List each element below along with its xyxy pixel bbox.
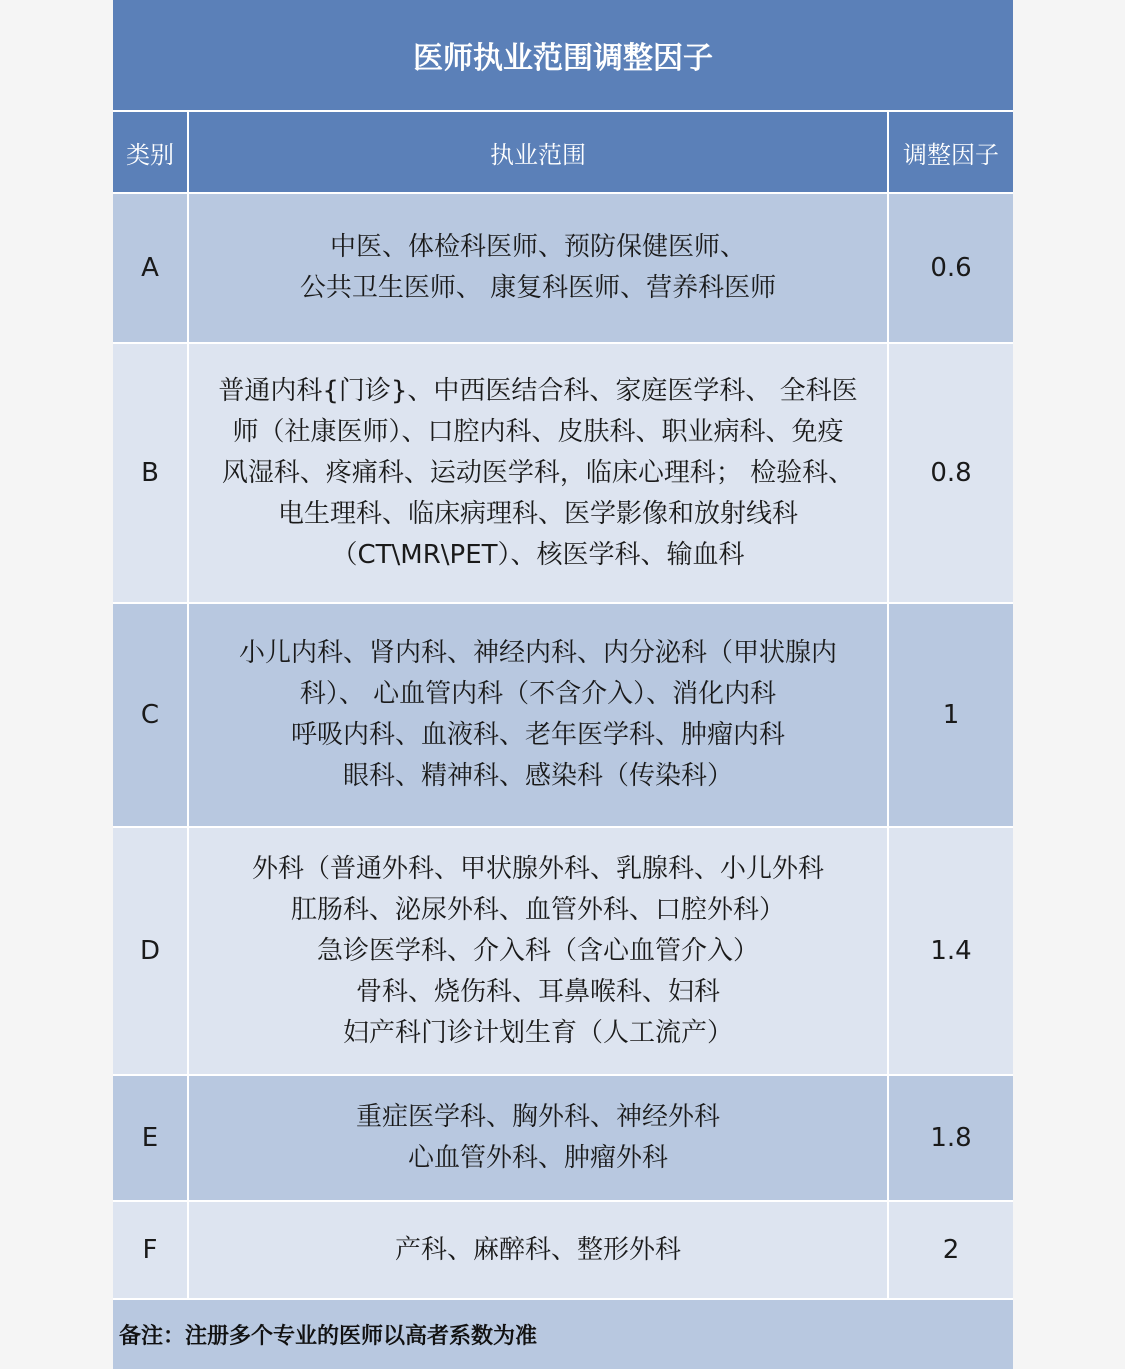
table-row (113, 827, 1013, 1075)
scope-line: 妇产科门诊计划生育（人工流产） (342, 1017, 733, 1048)
header-row (113, 112, 1013, 193)
scope-line: （CT\MR\PET）、核医学科、输血科 (331, 539, 745, 570)
scope-line: 外科（普通外科、甲状腺外科、乳腺科、小儿外科 (251, 853, 824, 884)
table-row (113, 1201, 1013, 1299)
table-row (113, 603, 1013, 827)
scope-line: 眼科、精神科、感染科（传染科） (342, 761, 733, 791)
scope-line: 风湿科、疼痛科、运动医学科，临床心理科； 检验科、 (221, 457, 855, 488)
factor-cell: 2 (888, 1201, 1013, 1299)
scope-cell (188, 343, 888, 603)
scope-line: 电生理科、临床病理科、医学影像和放射线科 (277, 498, 798, 529)
scope-line: 中医、体检科医师、预防保健医师、 (329, 232, 746, 262)
category-cell: D (113, 827, 188, 1075)
factor-cell: 0.8 (888, 343, 1013, 603)
category-cell: E (113, 1075, 188, 1201)
scope-line: 产科、麻醉科、整形外科 (394, 1234, 681, 1265)
scope-line: 科）、 心血管内科（不含介入）、消化内科 (299, 679, 777, 709)
scope-line: 小儿内科、肾内科、神经内科、内分泌科（甲状腺内 (238, 638, 837, 668)
category-cell: C (113, 603, 188, 827)
table-row (113, 1075, 1013, 1201)
table-note: 备注：注册多个专业的医师以高者系数为准 (113, 1300, 1013, 1369)
factor-table (113, 112, 1013, 1300)
category-cell: F (113, 1201, 188, 1299)
factor-cell: 1 (888, 603, 1013, 827)
scope-line: 肛肠科、泌尿外科、血管外科、口腔外科） (290, 894, 785, 925)
header-category: 类别 (113, 112, 188, 193)
table-row (113, 343, 1013, 603)
factor-cell: 1.8 (888, 1075, 1013, 1201)
scope-cell (188, 827, 888, 1075)
scope-line: 普通内科{门诊}、中西医结合科、家庭医学科、 全科医 (218, 375, 858, 406)
category-cell: A (113, 193, 188, 343)
header-scope: 执业范围 (188, 112, 888, 193)
table-row (113, 193, 1013, 343)
scope-cell (188, 193, 888, 343)
category-cell: B (113, 343, 188, 603)
scope-line: 急诊医学科、介入科（含心血管介入） (316, 935, 759, 966)
factor-cell: 0.6 (888, 193, 1013, 343)
scope-cell (188, 1075, 888, 1201)
header-factor: 调整因子 (888, 112, 1013, 193)
table-title: 医师执业范围调整因子 (113, 0, 1013, 110)
scope-line: 公共卫生医师、 康复科医师、营养科医师 (299, 273, 777, 303)
scope-line: 重症医学科、胸外科、神经外科 (355, 1102, 720, 1132)
scope-line: 呼吸内科、血液科、老年医学科、肿瘤内科 (290, 720, 785, 750)
scope-cell (188, 603, 888, 827)
scope-line: 心血管外科、肿瘤外科 (407, 1143, 668, 1173)
scope-cell (188, 1201, 888, 1299)
scope-line: 师（社康医师）、口腔内科、皮肤科、职业病科、免疫 (232, 416, 844, 447)
factor-table-sheet (113, 0, 1013, 1369)
factor-cell: 1.4 (888, 827, 1013, 1075)
scope-line: 骨科、烧伤科、耳鼻喉科、妇科 (355, 976, 720, 1007)
